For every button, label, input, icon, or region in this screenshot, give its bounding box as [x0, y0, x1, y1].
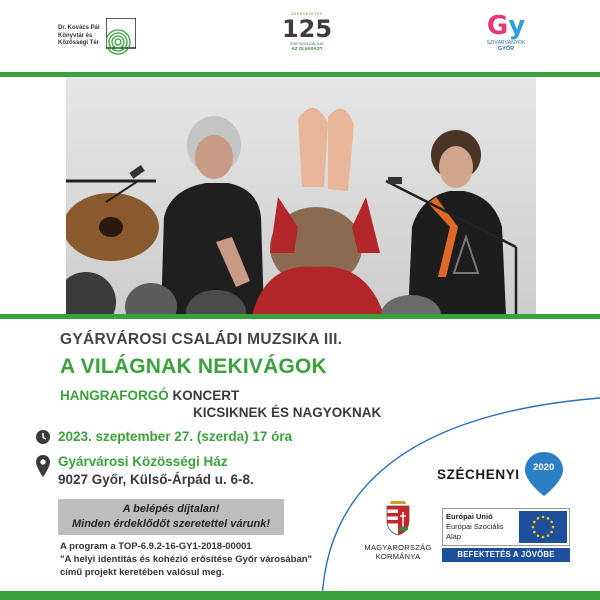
eu-line3: Alap — [446, 532, 462, 541]
city-logo-mark — [476, 12, 536, 40]
szechenyi-year: 2020 — [533, 462, 555, 473]
szechenyi-label: SZÉCHENYI — [437, 466, 520, 482]
concert-photo — [66, 77, 536, 315]
mid-divider-bar — [0, 314, 600, 319]
library-logo-line2: Könyvtár és — [58, 32, 93, 39]
anniversary-number: 125 — [281, 15, 333, 43]
gov-line1: MAGYARORSZÁG — [364, 543, 432, 552]
city-logo-y: y — [508, 11, 526, 41]
coat-of-arms-icon — [385, 500, 411, 536]
eu-text — [446, 512, 504, 542]
project-info — [60, 541, 320, 579]
bottom-bar — [0, 591, 600, 600]
eu-star — [550, 531, 553, 534]
venue-row — [36, 453, 254, 489]
free-entry-line2: Minden érdeklődőt szeretettel várunk! — [71, 518, 271, 530]
eu-star — [547, 534, 550, 537]
eu-line1: Európai Unió — [446, 512, 493, 521]
eu-star — [552, 526, 555, 529]
library-spiral-icon — [106, 18, 136, 58]
hungarian-government-logo — [362, 500, 434, 561]
eu-star — [547, 517, 550, 520]
anniversary-slogan: AZ OLVASÁST — [291, 46, 323, 51]
eu-star — [537, 517, 540, 520]
project-line1: A program a TOP-6.9.2-16-GY1-2018-00001 — [60, 541, 252, 552]
event-title: A VILÁGNAK NEKIVÁGOK — [60, 355, 327, 378]
gov-line2: KORMÁNYA — [375, 552, 421, 561]
eu-star — [532, 526, 535, 529]
eu-star — [533, 521, 536, 524]
eu-star — [533, 531, 536, 534]
anniversary-top-text: SZERVEZETEK — [291, 12, 323, 16]
event-audience: KICSIKNEK ÉS NAGYOKNAK — [193, 405, 382, 420]
concert-word: KONCERT — [168, 388, 240, 403]
venue-name: Gyárvárosi Közösségi Ház — [58, 454, 228, 469]
event-performer-line — [60, 388, 239, 403]
library-logo-line1: Dr. Kovács Pál — [58, 25, 100, 31]
event-subtitle: GYÁRVÁROSI CSALÁDI MUZSIKA III. — [60, 331, 343, 348]
anniversary-logo — [272, 12, 342, 64]
eu-star — [537, 534, 540, 537]
city-logo-line2: GYŐR — [497, 46, 515, 52]
library-logo — [58, 18, 138, 58]
anniversary-bottom-text: ÉVE SZOLGÁLJUK — [290, 42, 324, 46]
eu-flag-icon — [519, 511, 567, 543]
szechenyi-pin-icon — [524, 452, 564, 496]
library-logo-line3: Közösségi Tér — [58, 40, 100, 46]
city-logo — [476, 12, 536, 64]
city-logo-g: G — [486, 11, 509, 41]
header — [0, 0, 600, 74]
szechenyi-logo — [437, 452, 564, 496]
eu-star — [550, 521, 553, 524]
project-line3: című projekt keretében valósul meg. — [60, 566, 225, 578]
project-line2: "A helyi identitás és kohézió erősítése Győr városában" — [60, 553, 313, 565]
eu-star — [542, 516, 545, 519]
eu-logo — [442, 508, 570, 546]
library-logo-text — [58, 25, 110, 48]
map-pin-icon — [36, 455, 50, 477]
band-name: HANGRAFORGÓ — [60, 388, 169, 403]
eu-line2: Európai Szociális — [446, 522, 504, 531]
date-row — [36, 429, 292, 444]
clock-icon — [36, 430, 50, 444]
eu-star — [542, 536, 545, 539]
venue-address: 9027 Győr, Külső-Árpád u. 6-8. — [58, 472, 254, 487]
city-logo-line1: SZIVÁRVÁNYOK — [486, 40, 526, 46]
free-entry-notice — [58, 499, 284, 535]
free-entry-line1: A belépés díjtalan! — [122, 503, 220, 515]
event-date: 2023. szeptember 27. (szerda) 17 óra — [58, 429, 293, 444]
invest-banner: BEFEKTETÉS A JÖVŐBE — [442, 548, 570, 562]
